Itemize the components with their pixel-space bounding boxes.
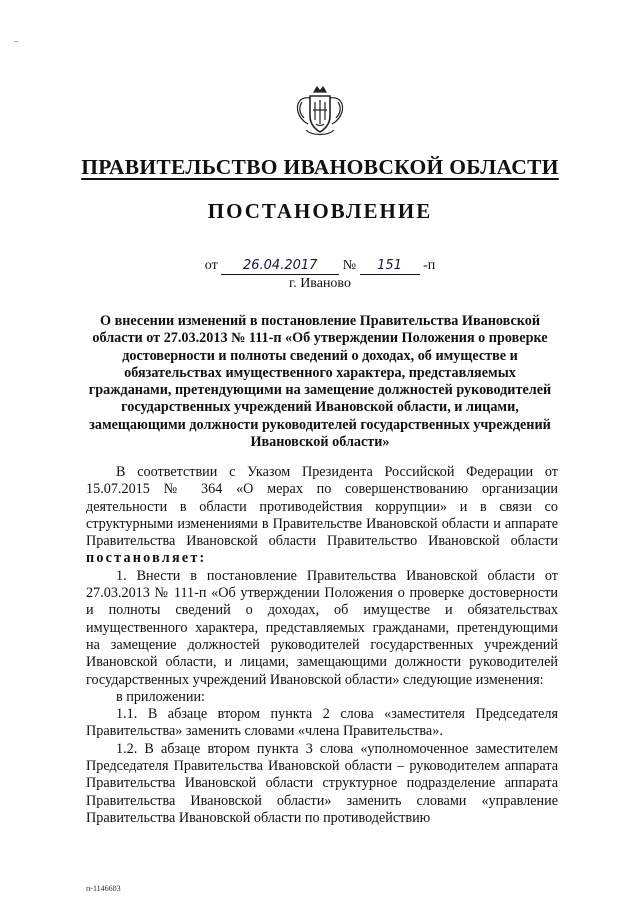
handwritten-number: 151 (360, 258, 420, 275)
footer-code: п-1146683 (86, 884, 121, 893)
paragraph-item-1-1: 1.1. В абзаце втором пункта 2 слова «заместителя Председателя Правительства» заменить словами «члена Правительства». (86, 706, 558, 740)
number-suffix: -п (423, 258, 436, 273)
coat-of-arms-icon (292, 84, 348, 138)
corner-mark: – (14, 36, 19, 46)
number-sign: № (342, 258, 357, 273)
document-body (86, 464, 558, 827)
paragraph-item-1-2: 1.2. В абзаце втором пункта 3 слова «уполномоченное заместителем Председателя Правительства Ивановской области – руководителем аппарата Правительства Ивановской области структурное подразделение аппарата Правительства Ивановской области» заменить словами «управление Правительства Ивановской области по противодействию (86, 740, 558, 826)
document-type: ПОСТАНОВЛЕНИЕ (207, 199, 433, 223)
city: г. Иваново (289, 276, 351, 291)
paragraph-appendix-intro: в приложении: (116, 688, 205, 705)
paragraph-item-1: 1. Внести в постановление Правительства Ивановской области от 27.03.2013 № 111-п «Об утверждении Положения о проверке достоверности и полноты сведений о доходах, об имуществе и обязательствах имущественного характера, представляемых гражданами, претендующими на замещение должностей руководителей государственных учреждений Ивановской области, и лицами, замещающими должности руководителей государственных учреждений Ивановской области» следующие изменения: (86, 567, 558, 688)
resolves-keyword: постановляет: (86, 550, 207, 567)
organization-title: ПРАВИТЕЛЬСТВО ИВАНОВСКОЙ ОБЛАСТИ (81, 155, 559, 179)
paragraph-preamble (86, 464, 558, 568)
document-heading: О внесении изменений в постановление Правительства Ивановской области от 27.03.2013 № 111-п «Об утверждении Положения о проверке достоверности и полноты сведений о доходах, об имуществе и обязательствах имущественного характера, представляемых гражданами, претендующими на замещение должностей руководителей государственных учреждений Ивановской области, и лицами, замещающими должности руководителей государственных учреждений Ивановской области» (88, 313, 552, 451)
date-number-line (0, 258, 640, 275)
handwritten-date: 26.04.2017 (221, 258, 339, 275)
preamble-text: В соответствии с Указом Президента Российской Федерации от 15.07.2015 № 364 «О мерах по совершенствованию организации деятельности в области противодействия коррупции» и в связи со структурными изменениями в Правительстве Ивановской области и аппарате Правительства Ивановской области Правительство Ивановской области (86, 464, 558, 550)
date-prefix: от (204, 258, 218, 273)
